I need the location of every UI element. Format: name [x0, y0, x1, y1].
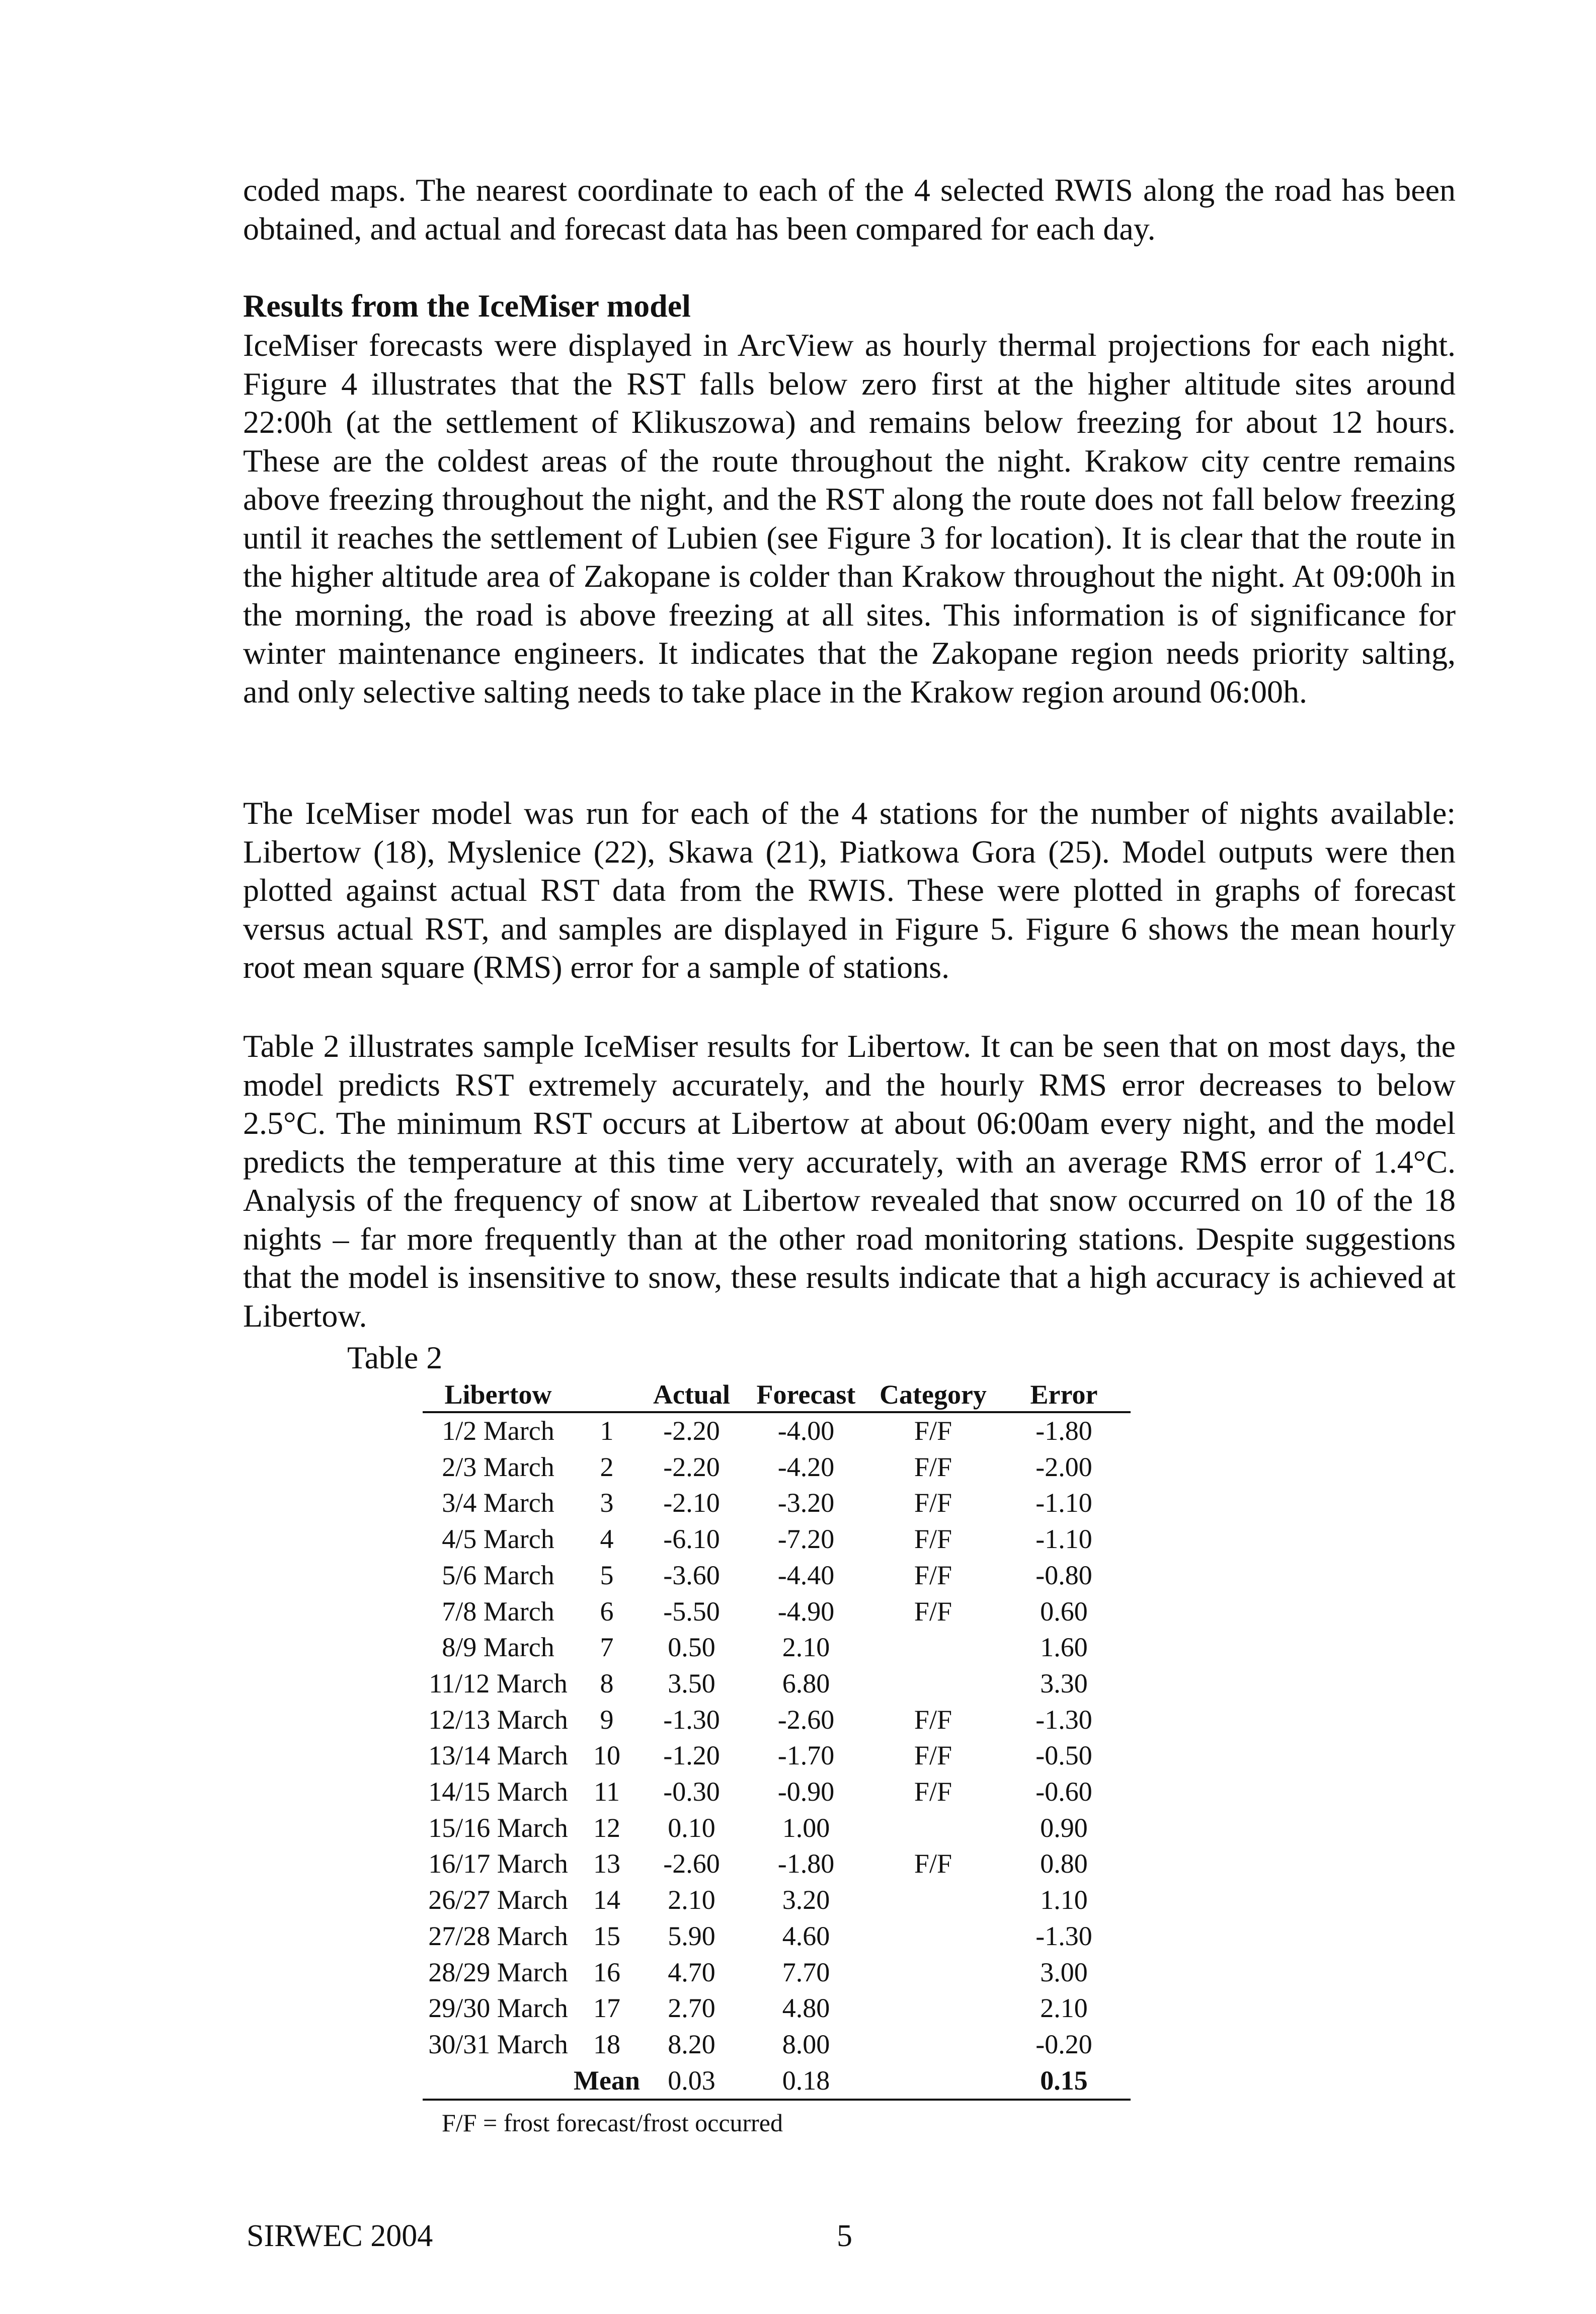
cell-date: 5/6 March [442, 1560, 554, 1590]
cell-actual: -1.20 [663, 1740, 720, 1771]
table-row [423, 1485, 1131, 1521]
cell-date: 12/13 March [428, 1704, 568, 1735]
page-number: 5 [837, 2219, 852, 2253]
cell-actual: 0.10 [668, 1812, 715, 1843]
cell-category [869, 1666, 997, 1702]
cell-forecast: -4.00 [777, 1416, 835, 1446]
results-text: IceMiser forecasts were displayed in ArcView as hourly thermal projections for each night. Figure 4 illustrates that the RST falls below zero first at the higher altitude sites around 22:00h (at the settlement of Klikuszowa) and remains below freezing for about 12 hours. These are the coldest areas of the route throughout the night. Krakow city centre remains above freezing throughout the night, and the RST along the route does not fall below freezing until it reaches the settlement of Lubien (see Figure 3 for location). It is clear that the route in the higher altitude area of Zakopane is colder than Krakow throughout the night. At 09:00h in the morning, the road is above freezing at all sites. This information is of significance for winter maintenance engineers. It indicates that the Zakopane region needs priority salting, and only selective salting needs to take place in the Krakow region around 06:00h. [243, 327, 1456, 710]
mean-error: 0.15 [997, 2063, 1131, 2100]
cell-date: 27/28 March [428, 1920, 568, 1951]
table-row [423, 1558, 1131, 1594]
cell-night: 9 [600, 1704, 614, 1735]
cell-error: -0.20 [1035, 2029, 1092, 2059]
cell-date: 3/4 March [442, 1488, 554, 1518]
cell-night: 7 [600, 1632, 614, 1663]
cell-forecast: -4.20 [777, 1451, 835, 1482]
cell-error: -1.10 [1035, 1524, 1092, 1555]
table-header [423, 1378, 1131, 1412]
cell-forecast: 2.10 [782, 1632, 830, 1663]
table-note: F/F = frost forecast/frost occurred [442, 2109, 783, 2137]
header-night [574, 1378, 640, 1412]
cell-date: 28/29 March [428, 1957, 568, 1987]
mean-empty-cell [423, 2063, 574, 2100]
cell-category: F/F [914, 1596, 952, 1627]
cell-actual: 5.90 [668, 1920, 715, 1951]
results-paragraph [243, 326, 1456, 711]
cell-actual: -2.60 [663, 1848, 720, 1879]
cell-category: F/F [914, 1777, 952, 1807]
table-label: Table 2 [347, 1340, 443, 1375]
cell-forecast: -1.80 [777, 1848, 835, 1879]
cell-error: 0.60 [1040, 1596, 1088, 1627]
table2-text: Table 2 illustrates sample IceMiser results for Libertow. It can be seen that on most days, the model predicts RST extremely accurately, and the hourly RMS error decreases to below 2.5°C. The minimum RST occurs at Libertow at about 06:00am every night, and the model predicts the temperature at this time very accurately, with an average RMS error of 1.4°C. Analysis of the frequency of snow at Libertow revealed that snow occurred on 10 of the 18 nights – far more frequently than at the other road monitoring stations. Despite suggestions that the model is insensitive to snow, these results indicate that a high accuracy is achieved at Libertow. [243, 1028, 1456, 1334]
cell-night: 18 [593, 2029, 620, 2059]
cell-actual: -1.30 [663, 1704, 720, 1735]
cell-date: 13/14 March [428, 1740, 568, 1771]
table-row [423, 1630, 1131, 1666]
cell-actual: -3.60 [663, 1560, 720, 1590]
cell-night: 10 [593, 1740, 620, 1771]
cell-forecast: -2.60 [777, 1704, 835, 1735]
cell-error: -0.80 [1035, 1560, 1092, 1590]
cell-forecast: 4.60 [782, 1920, 830, 1951]
table-row [423, 1702, 1131, 1738]
cell-category: F/F [914, 1848, 952, 1879]
table-row [423, 1449, 1131, 1486]
cell-date: 26/27 March [428, 1885, 568, 1915]
cell-forecast: -4.40 [777, 1560, 835, 1590]
cell-category: F/F [914, 1524, 952, 1555]
cell-category [869, 1990, 997, 2027]
table-row [423, 1918, 1131, 1955]
cell-forecast: 6.80 [782, 1668, 830, 1699]
cell-date: 7/8 March [442, 1596, 554, 1627]
table-row [423, 1521, 1131, 1558]
mean-label: Mean [574, 2063, 640, 2100]
mean-category [869, 2063, 997, 2100]
cell-error: 2.10 [1040, 1993, 1088, 2024]
cell-category [869, 1918, 997, 1955]
cell-error: 3.00 [1040, 1957, 1088, 1987]
table-row [423, 1666, 1131, 1702]
cell-night: 6 [600, 1596, 614, 1627]
cell-date: 4/5 March [442, 1524, 554, 1555]
cell-forecast: -3.20 [777, 1488, 835, 1518]
cell-date: 16/17 March [428, 1848, 568, 1879]
cell-night: 8 [600, 1668, 614, 1699]
cell-error: -1.30 [1035, 1704, 1092, 1735]
cell-night: 1 [600, 1416, 614, 1446]
cell-actual: -0.30 [663, 1777, 720, 1807]
cell-forecast: 7.70 [782, 1957, 830, 1987]
table-row [423, 1412, 1131, 1449]
cell-actual: -2.20 [663, 1451, 720, 1482]
table-row [423, 1990, 1131, 2027]
cell-actual: 3.50 [668, 1668, 715, 1699]
cell-forecast: -1.70 [777, 1740, 835, 1771]
results-table [423, 1378, 1131, 2101]
table-body [423, 1412, 1131, 2063]
cell-actual: 2.10 [668, 1885, 715, 1915]
cell-date: 8/9 March [442, 1632, 554, 1663]
cell-error: -1.10 [1035, 1488, 1092, 1518]
cell-night: 5 [600, 1560, 614, 1590]
footer-conference: SIRWEC 2004 [247, 2219, 433, 2253]
cell-date: 14/15 March [428, 1777, 568, 1807]
table-row [423, 1882, 1131, 1918]
cell-forecast: 1.00 [782, 1812, 830, 1843]
table-row [423, 1594, 1131, 1630]
cell-actual: 0.50 [668, 1632, 715, 1663]
cell-actual: 8.20 [668, 2029, 715, 2059]
cell-category: F/F [914, 1560, 952, 1590]
cell-forecast: 4.80 [782, 1993, 830, 2024]
cell-night: 13 [593, 1848, 620, 1879]
cell-actual: -2.10 [663, 1488, 720, 1518]
cell-forecast: -4.90 [777, 1596, 835, 1627]
cell-category: F/F [914, 1416, 952, 1446]
mean-forecast: 0.18 [743, 2063, 869, 2100]
cell-category [869, 1955, 997, 1991]
cell-forecast: -7.20 [777, 1524, 835, 1555]
cell-night: 12 [593, 1812, 620, 1843]
cell-category: F/F [914, 1451, 952, 1482]
table-row [423, 1774, 1131, 1810]
header-actual: Actual [640, 1378, 743, 1412]
cell-date: 1/2 March [442, 1416, 554, 1446]
table-row [423, 2027, 1131, 2063]
table-header-row [423, 1378, 1131, 1412]
model-paragraph [243, 794, 1456, 987]
cell-actual: -6.10 [663, 1524, 720, 1555]
cell-night: 16 [593, 1957, 620, 1987]
cell-error: 3.30 [1040, 1668, 1088, 1699]
cell-night: 14 [593, 1885, 620, 1915]
cell-night: 2 [600, 1451, 614, 1482]
cell-night: 17 [593, 1993, 620, 2024]
intro-paragraph [243, 171, 1456, 248]
table2-paragraph [243, 1027, 1456, 1335]
cell-night: 3 [600, 1488, 614, 1518]
cell-category: F/F [914, 1740, 952, 1771]
cell-actual: 2.70 [668, 1993, 715, 2024]
cell-actual: -2.20 [663, 1416, 720, 1446]
table-footer [423, 2063, 1131, 2100]
section-heading: Results from the IceMiser model [243, 288, 691, 324]
cell-error: 0.90 [1040, 1812, 1088, 1843]
table-row [423, 1738, 1131, 1774]
cell-error: -1.80 [1035, 1416, 1092, 1446]
cell-forecast: 3.20 [782, 1885, 830, 1915]
cell-category: F/F [914, 1704, 952, 1735]
cell-night: 15 [593, 1920, 620, 1951]
cell-error: 1.60 [1040, 1632, 1088, 1663]
cell-night: 4 [600, 1524, 614, 1555]
cell-error: -2.00 [1035, 1451, 1092, 1482]
cell-date: 15/16 March [428, 1812, 568, 1843]
cell-date: 30/31 March [428, 2029, 568, 2059]
mean-row [423, 2063, 1131, 2100]
header-category: Category [869, 1378, 997, 1412]
table-row [423, 1955, 1131, 1991]
table-row [423, 1846, 1131, 1882]
cell-category [869, 1630, 997, 1666]
cell-error: -1.30 [1035, 1920, 1092, 1951]
mean-actual: 0.03 [640, 2063, 743, 2100]
cell-actual: -5.50 [663, 1596, 720, 1627]
header-error: Error [997, 1378, 1131, 1412]
cell-forecast: -0.90 [777, 1777, 835, 1807]
table-row [423, 1810, 1131, 1846]
cell-date: 2/3 March [442, 1451, 554, 1482]
header-station: Libertow [423, 1378, 574, 1412]
cell-category [869, 1882, 997, 1918]
cell-date: 29/30 March [428, 1993, 568, 2024]
cell-error: -0.60 [1035, 1777, 1092, 1807]
cell-error: 1.10 [1040, 1885, 1088, 1915]
cell-category [869, 1810, 997, 1846]
header-forecast: Forecast [743, 1378, 869, 1412]
intro-text: coded maps. The nearest coordinate to each of the 4 selected RWIS along the road has been obtained, and actual and forecast data has been compared for each day. [243, 172, 1456, 247]
cell-night: 11 [593, 1777, 620, 1807]
cell-error: -0.50 [1035, 1740, 1092, 1771]
cell-category: F/F [914, 1488, 952, 1518]
cell-error: 0.80 [1040, 1848, 1088, 1879]
cell-date: 11/12 March [429, 1668, 568, 1699]
model-text: The IceMiser model was run for each of the 4 stations for the number of nights available: Libertow (18), Myslenice (22), Skawa (21), Piatkowa Gora (25). Model outputs were then plotted against actual RST data from the RWIS. These were plotted in graphs of forecast versus actual RST, and samples are displayed in Figure 5. Figure 6 shows the mean hourly root mean square (RMS) error for a sample of stations. [243, 795, 1456, 985]
cell-forecast: 8.00 [782, 2029, 830, 2059]
cell-actual: 4.70 [668, 1957, 715, 1987]
cell-category [869, 2027, 997, 2063]
